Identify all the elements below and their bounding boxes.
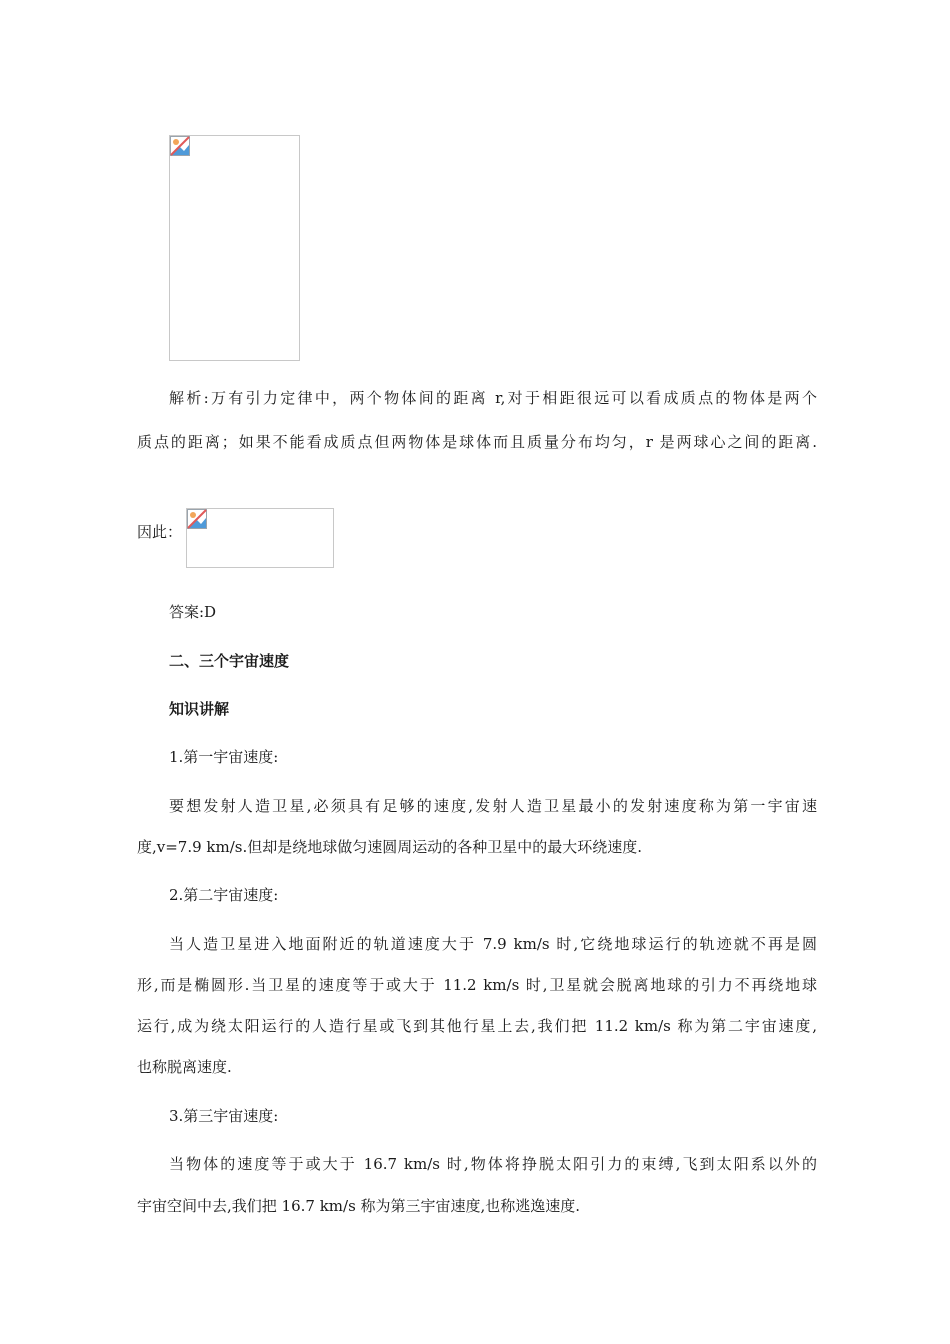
second-velocity-line-2: 形,而是椭圆形.当卫星的速度等于或大于 11.2 km/s 时,卫星就会脱离地球的引力不再绕地球 [137, 976, 817, 994]
first-velocity-line-2: 度,v=7.9 km/s.但却是绕地球做匀速圆周运动的各种卫星中的最大环绕速度. [137, 838, 643, 856]
therefore-label: 因此： [137, 523, 183, 541]
knowledge-heading: 知识讲解 [169, 700, 230, 718]
third-velocity-line-1: 当物体的速度等于或大于 16.7 km/s 时,物体将挣脱太阳引力的束缚,飞到太阳系以外的 [169, 1155, 817, 1173]
formula-image-placeholder [186, 508, 334, 568]
third-velocity-line-2: 宇宙空间中去,我们把 16.7 km/s 称为第三宇宙速度,也称逃逸速度. [137, 1197, 581, 1215]
broken-image-icon [170, 136, 190, 156]
analysis-line-1: 解析:万有引力定律中，两个物体间的距离 r,对于相距很远可以看成质点的物体是两个 [169, 389, 817, 407]
figure-image-placeholder [169, 135, 300, 361]
broken-image-icon [187, 509, 207, 529]
second-velocity-line-1: 当人造卫星进入地面附近的轨道速度大于 7.9 km/s 时,它绕地球运行的轨迹就不再是圆 [169, 935, 817, 953]
third-velocity-title: 3.第三宇宙速度: [169, 1107, 279, 1125]
second-velocity-line-3: 运行,成为绕太阳运行的人造行星或飞到其他行星上去,我们把 11.2 km/s 称为第二宇宙速度, [137, 1017, 817, 1035]
section-heading: 二、三个宇宙速度 [169, 652, 290, 670]
second-velocity-line-4: 也称脱离速度. [137, 1058, 232, 1076]
first-velocity-title: 1.第一宇宙速度: [169, 748, 279, 766]
analysis-line-2: 质点的距离；如果不能看成质点但两物体是球体而且质量分布均匀，r 是两球心之间的距离. [137, 433, 817, 451]
second-velocity-title: 2.第二宇宙速度: [169, 886, 279, 904]
first-velocity-line-1: 要想发射人造卫星,必须具有足够的速度,发射人造卫星最小的发射速度称为第一宇宙速 [169, 797, 817, 815]
answer: 答案:D [169, 603, 217, 621]
